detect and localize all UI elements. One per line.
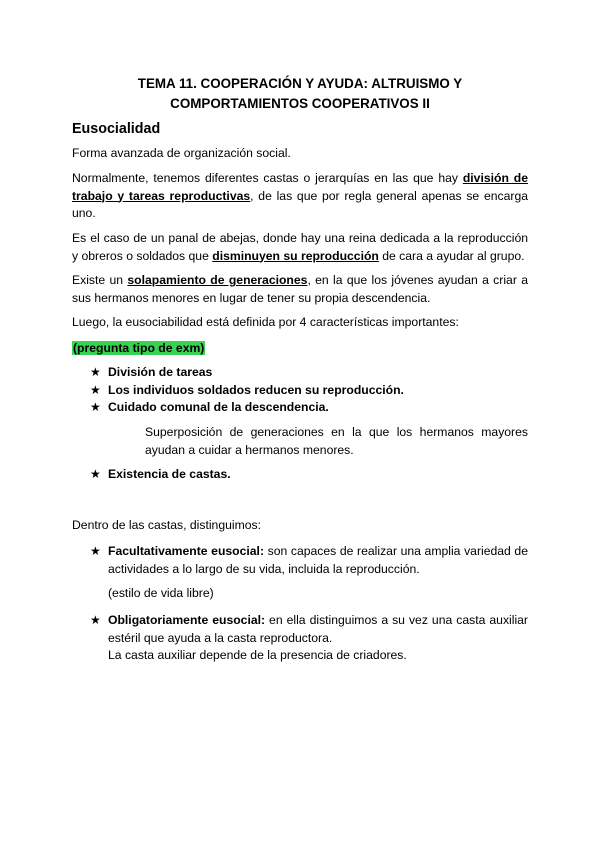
paragraph-text: , en la que los jóvenes ayudan a criar a sus hermanos menores en lugar de tener su propia descendencia.: [72, 273, 528, 305]
list-item: [90, 382, 528, 400]
list-item-text: en ella distinguimos a su vez una casta auxiliar estéril que ayuda a la casta reproductora.: [108, 613, 528, 645]
characteristic-note: Superposición de generaciones en la que los hermanos mayores ayudan a cuidar a hermanos menores.: [145, 425, 528, 457]
list-item: [90, 543, 528, 578]
list-item-text: Los individuos soldados reducen su reproducción.: [108, 382, 404, 397]
star-icon: ★: [90, 613, 101, 627]
paragraph-text: Existe un: [72, 273, 128, 287]
paragraph-castes: [72, 170, 528, 223]
paragraph-castes-intro: Dentro de las castas, distinguimos:: [72, 518, 261, 532]
list-item-text: Cuidado comunal de la descendencia.: [108, 400, 329, 414]
characteristics-list: [90, 364, 528, 417]
paragraph-text: de cara a ayudar al grupo.: [378, 248, 525, 263]
facultative-note: (estilo de vida libre): [108, 586, 214, 600]
list-item: [90, 466, 528, 484]
section-heading: Eusocialidad: [72, 121, 161, 137]
title-line-2: COMPORTAMIENTOS COOPERATIVOS II: [170, 96, 430, 111]
paragraph-text: Es el caso de un panal de abejas, donde hay una reina dedicada a la reproducción y obreros o soldados que: [72, 231, 528, 263]
star-icon: ★: [90, 365, 101, 379]
highlighted-note: (pregunta tipo de exm): [73, 341, 205, 355]
list-item-text: Existencia de castas.: [108, 467, 231, 481]
term-text: Facultativamente eusocial:: [108, 544, 265, 558]
star-icon: ★: [90, 382, 101, 397]
paragraph-text: Normalmente, tenemos diferentes castas o jerarquías en las que hay: [72, 171, 463, 185]
title-line-1: TEMA 11. COOPERACIÓN Y AYUDA: ALTRUISMO Y: [137, 76, 463, 91]
list-item: [90, 612, 528, 665]
star-icon: ★: [90, 544, 101, 558]
star-icon: ★: [90, 400, 101, 414]
paragraph-characteristics-intro: Luego, la eusociabilidad está definida por 4 características importantes:: [72, 315, 459, 329]
characteristics-list-last: [90, 466, 528, 484]
emphasis-text: disminuyen su reproducción: [212, 248, 379, 263]
emphasis-text: solapamiento de generaciones: [127, 273, 308, 287]
paragraph-generations: [72, 272, 528, 307]
paragraph-text: , de las que por regla general apenas se encarga uno.: [72, 188, 528, 220]
list-item: [90, 364, 528, 382]
castes-list-obligate: [90, 612, 528, 665]
term-text: Obligatoriamente eusocial:: [108, 613, 266, 627]
paragraph-definition: Forma avanzada de organización social.: [72, 146, 291, 160]
list-item-text-line2: La casta auxiliar depende de la presencia de criadores.: [108, 648, 407, 662]
castes-list-facultative: [90, 543, 528, 578]
exam-note: [72, 340, 528, 358]
paragraph-bees: [72, 230, 528, 265]
document-title: [72, 74, 528, 114]
emphasis-text: división de trabajo y tareas reproductivas: [72, 171, 528, 203]
list-item-text: son capaces de realizar una amplia variedad de actividades a lo largo de su vida, incluida la reproducción.: [108, 544, 528, 576]
list-item: [90, 399, 528, 417]
list-item-text: División de tareas: [108, 365, 213, 379]
star-icon: ★: [90, 467, 101, 481]
